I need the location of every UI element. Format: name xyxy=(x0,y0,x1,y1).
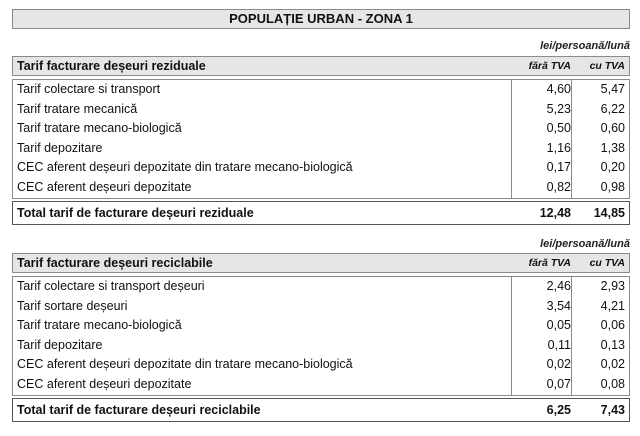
value-no-vat: 1,16 xyxy=(546,140,571,155)
table-row xyxy=(13,336,629,356)
row-label: CEC aferent deșeuri depozitate din tratare mecano-biologică xyxy=(17,357,353,372)
table-row xyxy=(13,178,629,198)
rows-block xyxy=(12,276,630,396)
row-label: Tarif sortare deșeuri xyxy=(17,298,128,313)
value-no-vat: 0,07 xyxy=(546,376,571,391)
row-label: Tarif colectare si transport xyxy=(17,82,161,96)
row-label: Tarif depozitare xyxy=(17,140,103,155)
total-label: Total tarif de facturare deșeuri reciclabile xyxy=(17,403,261,417)
row-label: CEC aferent deșeuri depozitate xyxy=(17,179,192,194)
value-vat: 1,38 xyxy=(600,140,625,155)
value-no-vat: 0,11 xyxy=(547,337,571,352)
value-no-vat: 0,82 xyxy=(546,179,571,194)
table-row xyxy=(13,158,629,178)
table-row xyxy=(13,80,629,100)
table-row xyxy=(13,375,629,395)
col-header-no-vat: fără TVA xyxy=(528,257,571,269)
value-vat: 2,93 xyxy=(600,279,625,293)
row-label: Tarif colectare si transport deșeuri xyxy=(17,279,205,293)
total-label: Total tarif de facturare deșeuri reziduale xyxy=(17,206,254,220)
value-vat: 0,20 xyxy=(600,160,625,175)
total-vat: 7,43 xyxy=(600,403,625,417)
table-row xyxy=(13,139,629,159)
value-vat: 0,02 xyxy=(600,357,625,372)
row-label: CEC aferent deșeuri depozitate din tratare mecano-biologică xyxy=(17,160,353,175)
table-row xyxy=(13,316,629,336)
total-row xyxy=(12,201,630,225)
rows-block xyxy=(12,79,630,199)
unit-label: lei/persoană/lună xyxy=(540,40,630,52)
section-header xyxy=(12,253,630,273)
section-title: Tarif facturare deșeuri reziduale xyxy=(17,59,206,73)
section-title: Tarif facturare deșeuri reciclabile xyxy=(17,256,213,270)
total-vat: 14,85 xyxy=(593,206,625,220)
table-row xyxy=(13,355,629,375)
page-title: POPULAȚIE URBAN - ZONA 1 xyxy=(12,9,630,29)
total-no-vat: 6,25 xyxy=(546,403,571,417)
unit-label: lei/persoană/lună xyxy=(540,238,630,250)
value-no-vat: 0,02 xyxy=(546,357,571,372)
row-label: Tarif tratare mecano-biologică xyxy=(17,121,182,136)
value-vat: 0,98 xyxy=(600,179,625,194)
table-row xyxy=(13,297,629,317)
value-no-vat: 0,05 xyxy=(546,318,571,333)
table-row xyxy=(13,119,629,139)
col-header-vat: cu TVA xyxy=(589,60,625,72)
col-header-vat: cu TVA xyxy=(589,257,625,269)
value-no-vat: 0,50 xyxy=(546,121,571,136)
total-row xyxy=(12,398,630,422)
table-row xyxy=(13,277,629,297)
value-no-vat: 5,23 xyxy=(546,101,571,116)
value-no-vat: 4,60 xyxy=(546,82,571,96)
value-vat: 6,22 xyxy=(600,101,625,116)
row-label: Tarif depozitare xyxy=(17,337,103,352)
value-vat: 4,21 xyxy=(600,298,625,313)
value-vat: 0,13 xyxy=(600,337,625,352)
value-no-vat: 3,54 xyxy=(546,298,571,313)
row-label: Tarif tratare mecanică xyxy=(17,101,138,116)
col-header-no-vat: fără TVA xyxy=(528,60,571,72)
value-no-vat: 2,46 xyxy=(546,279,571,293)
value-vat: 0,60 xyxy=(600,121,625,136)
value-vat: 5,47 xyxy=(600,82,625,96)
table-row xyxy=(13,100,629,120)
total-no-vat: 12,48 xyxy=(539,206,571,220)
section-header xyxy=(12,56,630,76)
value-no-vat: 0,17 xyxy=(546,160,571,175)
row-label: CEC aferent deșeuri depozitate xyxy=(17,376,192,391)
value-vat: 0,06 xyxy=(600,318,625,333)
row-label: Tarif tratare mecano-biologică xyxy=(17,318,182,333)
value-vat: 0,08 xyxy=(600,376,625,391)
